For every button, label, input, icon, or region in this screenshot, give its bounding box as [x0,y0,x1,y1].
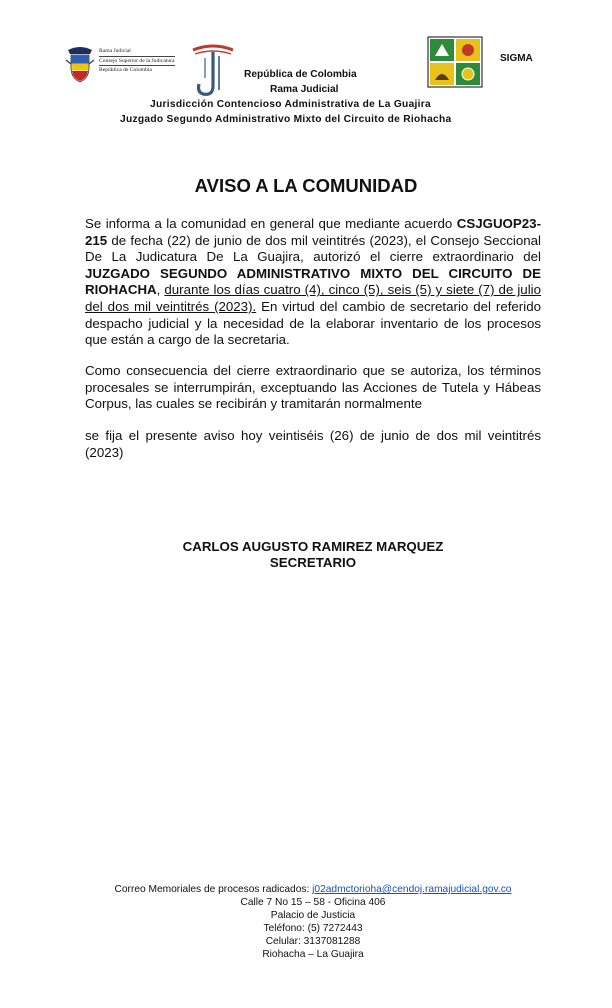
notice-paragraph-2: Como consecuencia del cierre extraordinario que se autoriza, los términos procesales se interrumpirán, exceptuando las Acciones de Tutela y Hábeas Corpus, las cuales se recibirán y tramitarán normalmente [85,363,541,412]
rama-logo-line1: Rama Judicial [99,48,131,54]
court-name: JUZGADO SEGUNDO ADMINISTRATIVO MIXTO DEL CIRCUITO DE RIOHACHA [85,265,541,298]
page-title: AVISO A LA COMUNIDAD [194,175,418,196]
signatory-name: CARLOS AUGUSTO RAMIREZ MARQUEZ [182,539,444,554]
p1-intro: Se informa a la comunidad en general que mediante acuerdo [85,216,457,231]
footer [0,883,612,961]
footer-address: Calle 7 No 15 – 58 - Oficina 406 [240,897,386,908]
notice-paragraph-1 [85,216,541,349]
colombia-coat-of-arms-icon [64,44,96,84]
rama-logo-line3: República de Colombia [99,65,175,74]
footer-phone: Teléfono: (5) 7272443 [263,923,363,934]
header-rama: Rama Judicial [270,84,339,95]
header-court: Juzgado Segundo Administrativo Mixto del Circuito de Riohacha [120,114,452,125]
footer-mobile: Celular: 3137081288 [265,936,361,947]
agreement-number: CSJGUOP23-215 [85,216,541,248]
p1-comma: , [156,282,165,298]
signatory-role: SECRETARIO [269,555,357,570]
p1-end: En virtud del cambio de secretario del referido despacho judicial y la necesidad de la elaborar inventario de los procesos que están a cargo de la secretaria. [85,298,541,348]
notice-paragraph-3: se fija el presente aviso hoy veintiséis (26) de junio de dos mil veintitrés (2023) [85,428,541,460]
rama-judicial-logo [64,44,194,88]
rama-logo-text [99,47,175,74]
footer-building: Palacio de Justicia [270,910,356,921]
jurisdiction-j-logo-icon [189,44,237,100]
footer-email-line [0,883,612,896]
rama-logo-line2: Consejo Superior de la Judicatura [99,58,175,64]
footer-city: Riohacha – La Guajira [262,949,364,960]
footer-email-label: Correo Memoriales de procesos radicados: [114,884,313,895]
header-republic: República de Colombia [244,69,357,80]
footer-email-link[interactable]: j02admctorioha@cendoj.ramajudicial.gov.co [312,884,512,895]
header-jurisdiction: Jurisdicción Contencioso Administrativa de La Guajira [150,99,432,110]
sigma-label: SIGMA [500,53,533,64]
p1-middle: de fecha (22) de junio de dos mil veintitrés (2023), el Consejo Seccional De La Judicatura De La Guajira, autorizó el cierre extraordinario del [85,232,541,265]
la-guajira-shield-icon [427,36,483,88]
closure-dates: durante los días cuatro (4), cinco (5), seis (5) y siete (7) de julio del dos mil veintitrés (2023). [85,282,542,314]
